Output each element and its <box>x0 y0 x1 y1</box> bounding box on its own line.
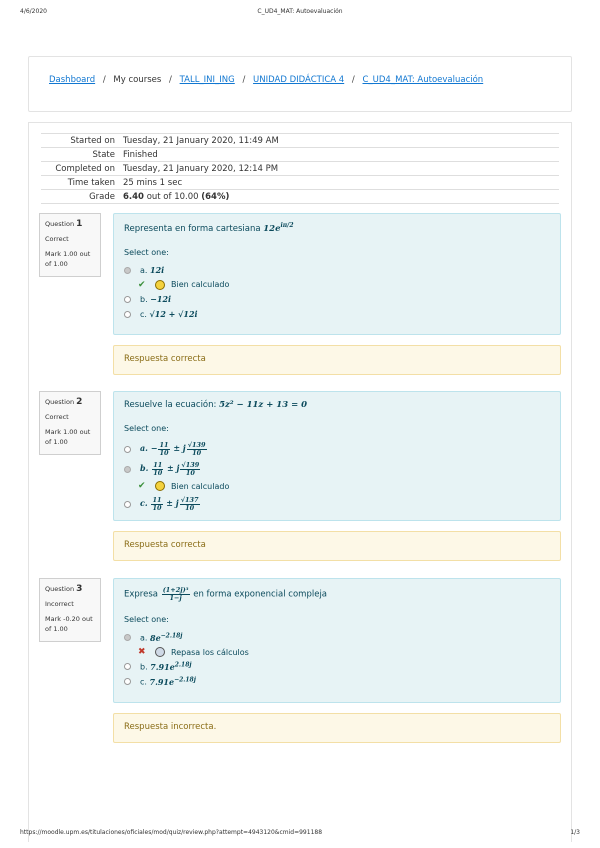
option-letter: c. <box>140 310 147 320</box>
right-answer-box <box>113 531 561 561</box>
fraction-denominator: 10 <box>185 503 195 512</box>
grade-key: Grade <box>41 190 123 204</box>
smiley-icon <box>155 481 165 491</box>
question-mark: Mark 1.00 out of 1.00 <box>45 250 91 268</box>
breadcrumb-my-courses: My courses <box>113 75 162 85</box>
radio-button[interactable] <box>124 501 131 508</box>
option-letter: c. <box>140 498 148 508</box>
breadcrumb-dashboard[interactable]: Dashboard <box>49 75 96 85</box>
cross-icon: ✖ <box>138 647 146 657</box>
option-plus-minus: ± j <box>167 463 180 473</box>
question-prompt: Expresa <box>124 589 158 600</box>
question-state: Incorrect <box>45 600 74 608</box>
option-exponent: −2.18j <box>174 676 196 684</box>
question-expression: 5z² − 11z + 13 = 0 <box>219 400 308 410</box>
expression-base: 12e <box>263 223 281 234</box>
option-exponent: 2.18j <box>174 661 192 669</box>
breadcrumb-separator: / <box>102 75 106 85</box>
check-icon: ✔ <box>138 279 146 290</box>
summary-row-grade <box>41 190 559 204</box>
option-label <box>140 497 201 511</box>
breadcrumb-unit[interactable]: UNIDAD DIDÁCTICA 4 <box>253 75 345 85</box>
question-box <box>113 578 561 703</box>
answer-option[interactable] <box>124 459 550 479</box>
right-answer-text: Respuesta correcta <box>124 354 206 364</box>
radio-button[interactable] <box>124 311 131 318</box>
summary-key: Started on <box>41 134 123 148</box>
breadcrumb-course[interactable]: TALL_INI_ING <box>179 75 235 85</box>
print-date: 4/6/2020 <box>20 8 47 15</box>
question-number: 2 <box>76 397 83 407</box>
option-feedback <box>124 278 550 292</box>
radio-button[interactable] <box>124 678 131 685</box>
question-label: Question <box>45 398 75 406</box>
breadcrumb-separator: / <box>351 75 355 85</box>
question-box <box>113 213 561 335</box>
fraction-numerator: (1+2j)³ <box>162 586 189 594</box>
summary-value: Tuesday, 21 January 2020, 12:14 PM <box>123 162 559 176</box>
quiz-review <box>28 122 572 842</box>
option-fraction <box>158 442 169 456</box>
question-text <box>124 400 550 410</box>
fraction-numerator: 11 <box>153 461 163 469</box>
print-footer <box>20 829 580 839</box>
option-root-fraction <box>180 462 200 476</box>
fraction-numerator: 11 <box>159 441 169 449</box>
summary-value: Finished <box>123 148 559 162</box>
print-page-number: 1/3 <box>570 829 580 836</box>
summary-value: 25 mins 1 sec <box>123 176 559 190</box>
breadcrumb <box>28 56 572 112</box>
option-exponent: −2.18j <box>160 632 183 640</box>
option-label <box>140 309 198 319</box>
question-prompt: Representa en forma cartesiana <box>124 223 261 234</box>
option-letter: b. <box>140 662 148 672</box>
fraction-denominator: 10 <box>159 448 169 457</box>
smiley-icon <box>155 280 165 290</box>
option-feedback <box>124 645 550 659</box>
fraction-numerator: √137 <box>180 496 199 504</box>
option-root-fraction <box>187 442 207 456</box>
option-letter: c. <box>140 677 147 687</box>
question-label: Question <box>45 220 75 228</box>
option-value: √12 + √12i <box>149 309 198 320</box>
feedback-text: Repasa los cálculos <box>171 647 249 657</box>
summary-row <box>41 134 559 148</box>
option-letter: a. <box>140 443 148 453</box>
radio-button[interactable] <box>124 663 131 670</box>
fraction-denominator: 10 <box>152 503 162 512</box>
question-state: Correct <box>45 413 69 421</box>
option-letter: b. <box>140 463 149 473</box>
summary-key: Time taken <box>41 176 123 190</box>
right-answer-box <box>113 713 561 743</box>
fraction-numerator: √139 <box>181 461 200 469</box>
radio-button[interactable] <box>124 267 131 274</box>
question-info <box>39 391 101 455</box>
fraction-numerator: 11 <box>152 496 162 504</box>
question-fraction <box>162 587 190 601</box>
question-info <box>39 213 101 277</box>
answer-option[interactable] <box>124 630 550 645</box>
radio-button[interactable] <box>124 466 131 473</box>
answer-option[interactable] <box>124 263 550 278</box>
expression-exponent: iπ/2 <box>280 222 294 229</box>
option-value: 8e <box>150 632 161 643</box>
option-letter: b. <box>140 295 148 305</box>
option-plus-minus: ± j <box>173 443 186 453</box>
option-plus-minus: ± j <box>166 498 179 508</box>
option-value: 7.91e <box>149 676 175 687</box>
sad-face-icon <box>155 647 165 657</box>
question-text <box>124 587 550 601</box>
option-fraction <box>152 462 163 476</box>
answer-option[interactable] <box>124 659 550 674</box>
select-one-label: Select one: <box>124 615 169 624</box>
fraction-denominator: 1−j <box>169 593 182 602</box>
answer-option[interactable] <box>124 439 550 459</box>
grade-score: 6.40 <box>123 191 144 202</box>
print-title: C_UD4_MAT: Autoevaluación <box>257 8 343 15</box>
summary-row <box>41 176 559 190</box>
summary-value: Tuesday, 21 January 2020, 11:49 AM <box>123 134 559 148</box>
question-box <box>113 391 561 521</box>
option-letter: a. <box>140 633 148 643</box>
answer-option[interactable] <box>124 493 550 515</box>
question-number: 1 <box>76 219 83 229</box>
option-label <box>140 462 201 476</box>
breadcrumb-quiz[interactable]: C_UD4_MAT: Autoevaluación <box>362 75 484 85</box>
question-prompt-end: en forma exponencial compleja <box>193 589 328 600</box>
print-url: https://moodle.upm.es/titulaciones/oficiales/mod/quiz/review.php?attempt=4943120&cmid=991188 <box>20 829 323 836</box>
right-answer-text: Respuesta incorrecta. <box>124 722 217 732</box>
option-label <box>140 676 196 687</box>
breadcrumb-separator: / <box>169 75 172 85</box>
option-label <box>140 265 164 275</box>
option-fraction <box>151 497 162 511</box>
answer-option[interactable] <box>124 674 550 689</box>
summary-row <box>41 162 559 176</box>
question-prompt: Resuelve la ecuación: <box>124 400 217 410</box>
question-info <box>39 578 101 642</box>
fraction-denominator: 10 <box>153 468 163 477</box>
question-number: 3 <box>76 584 83 594</box>
summary-row <box>41 148 559 162</box>
option-value: 7.91e <box>150 661 175 672</box>
option-sign: − <box>150 443 158 453</box>
option-label <box>140 661 192 672</box>
answer-option[interactable] <box>124 307 550 322</box>
question-mark: Mark -0.20 out of 1.00 <box>45 615 93 633</box>
check-icon: ✔ <box>138 481 146 491</box>
radio-button[interactable] <box>124 296 131 303</box>
attempt-summary <box>41 133 559 204</box>
summary-key: Completed on <box>41 162 123 176</box>
feedback-text: Bien calculado <box>171 280 230 290</box>
right-answer-text: Respuesta correcta <box>124 540 206 550</box>
option-value: −12i <box>150 294 172 305</box>
radio-button[interactable] <box>124 446 131 453</box>
option-root-fraction <box>180 497 200 511</box>
option-value: 12i <box>150 265 165 276</box>
fraction-denominator: 10 <box>185 468 195 477</box>
option-feedback <box>124 479 550 493</box>
breadcrumb-separator: / <box>242 75 246 85</box>
option-label <box>140 294 171 304</box>
question-mark: Mark 1.00 out of 1.00 <box>45 428 91 446</box>
select-one-label: Select one: <box>124 247 169 257</box>
grade-percent: (64%) <box>201 191 230 202</box>
select-one-label: Select one: <box>124 424 169 433</box>
option-label <box>140 632 182 643</box>
radio-button[interactable] <box>124 634 131 641</box>
fraction-numerator: √139 <box>187 441 206 449</box>
print-header <box>20 8 580 18</box>
grade-out-of: out of 10.00 <box>146 191 199 202</box>
question-label: Question <box>45 585 75 593</box>
option-letter: a. <box>140 266 148 276</box>
right-answer-box <box>113 345 561 375</box>
question-text <box>124 222 550 234</box>
feedback-text: Bien calculado <box>171 481 230 491</box>
question-expression <box>263 224 293 234</box>
option-label <box>140 442 208 456</box>
summary-key: State <box>41 148 123 162</box>
answer-option[interactable] <box>124 292 550 307</box>
fraction-denominator: 10 <box>192 448 202 457</box>
question-state: Correct <box>45 235 69 243</box>
grade-value <box>123 190 559 204</box>
